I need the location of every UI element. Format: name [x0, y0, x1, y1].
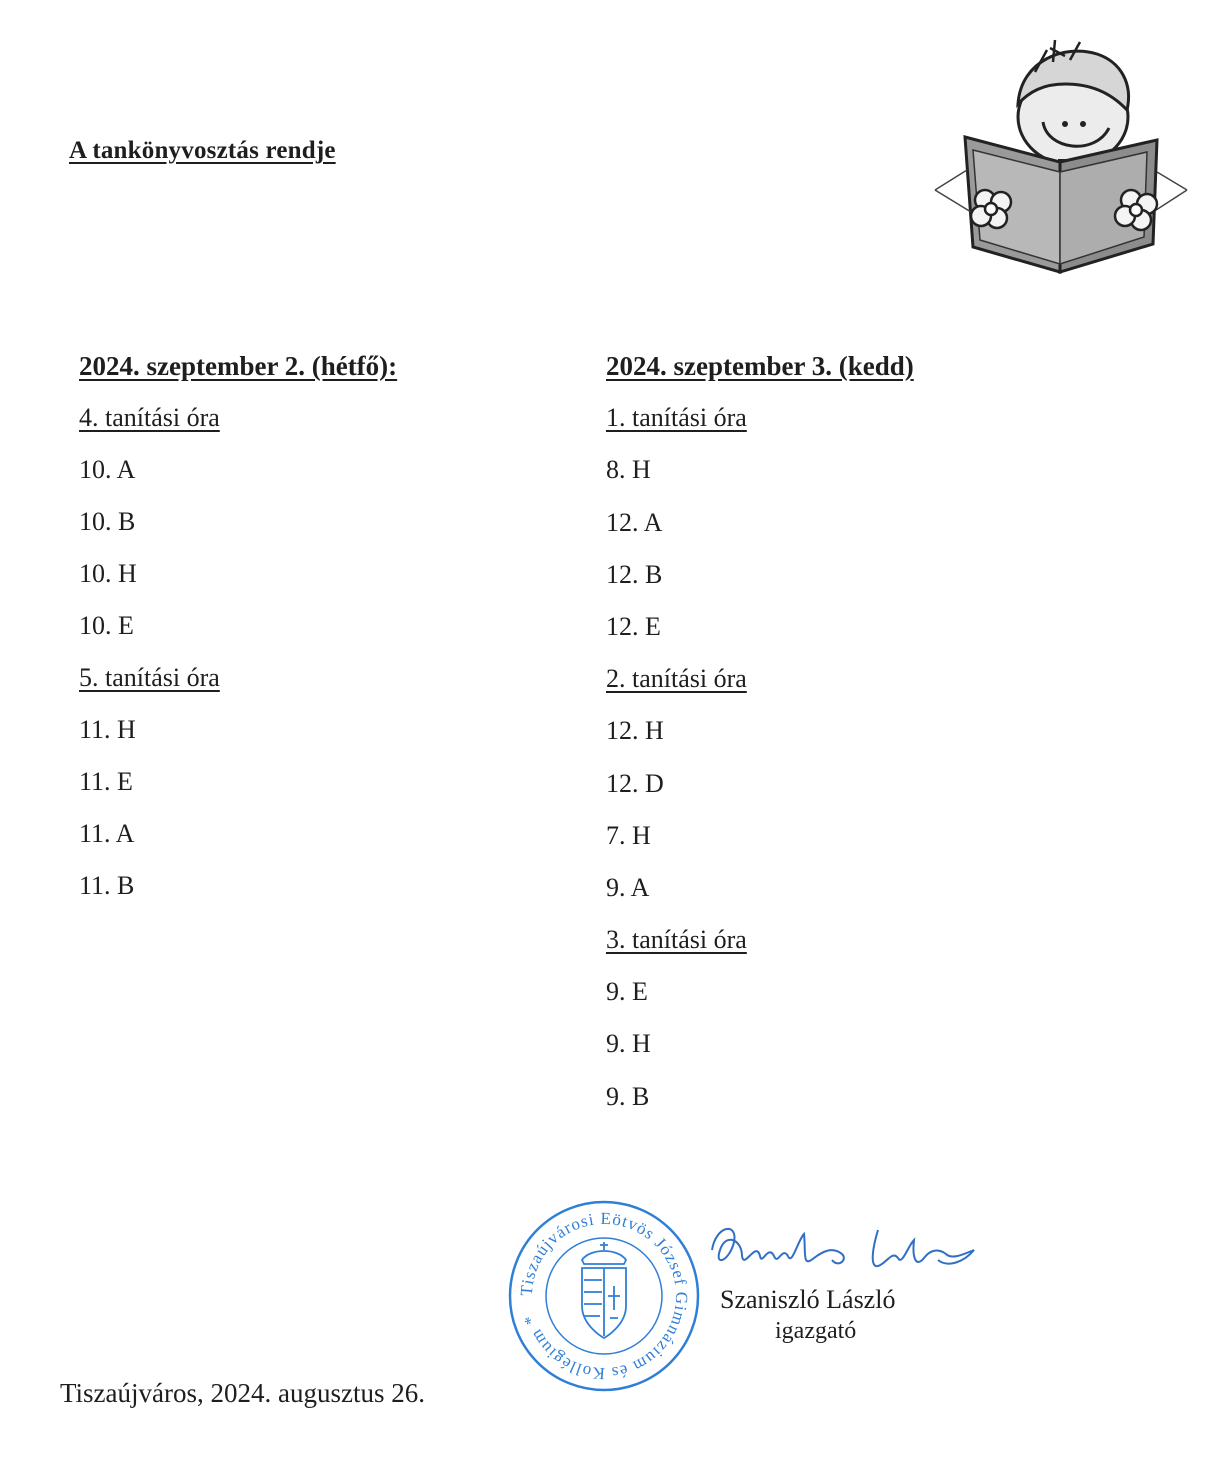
class-item: 10. A: [79, 455, 136, 484]
day-heading: 2024. szeptember 2. (hétfő):: [79, 351, 398, 381]
class-item: 12. H: [606, 716, 664, 746]
class-item: 11. E: [79, 767, 133, 796]
period-heading: 3. tanítási óra: [606, 925, 747, 955]
handwritten-signature: [702, 1210, 987, 1290]
child-reading-book-illustration: [925, 32, 1195, 282]
class-item: 12. B: [606, 559, 663, 589]
class-item: 10. H: [79, 559, 137, 588]
class-item: 9. B: [606, 1081, 650, 1111]
class-item: 12. A: [606, 507, 663, 537]
class-item: 8. H: [606, 455, 651, 485]
period-heading: 1. tanítási óra: [606, 403, 747, 433]
class-item: 11. B: [79, 871, 135, 900]
coat-of-arms-icon: [582, 1242, 626, 1338]
class-item: 10. E: [79, 611, 134, 640]
class-item: 11. A: [79, 819, 135, 848]
class-item: 10. B: [79, 507, 136, 536]
schedule-column-tuesday: [606, 344, 914, 1127]
left-hand-flower: [971, 190, 1011, 228]
class-item: 9. A: [606, 872, 650, 902]
class-item: 11. H: [79, 715, 136, 744]
class-item: 7. H: [606, 820, 651, 850]
page-title: A tankönyvosztás rendje: [69, 137, 336, 164]
place-and-date: Tiszaújváros, 2024. augusztus 26.: [60, 1378, 425, 1408]
schedule-column-monday: [79, 344, 397, 916]
period-heading: 4. tanítási óra: [79, 403, 220, 432]
stamp-text: Tiszaújvárosi Eötvös József Gimnázium és Kollégium *: [516, 1208, 692, 1384]
period-heading: 5. tanítási óra: [79, 663, 220, 692]
right-hand-flower: [1115, 190, 1157, 230]
day-heading: 2024. szeptember 3. (kedd): [606, 351, 914, 381]
class-item: 9. H: [606, 1029, 651, 1059]
class-item: 9. E: [606, 977, 648, 1007]
period-heading: 2. tanítási óra: [606, 664, 747, 694]
class-item: 12. D: [606, 768, 664, 798]
school-stamp: [506, 1198, 702, 1394]
class-item: 12. E: [606, 611, 661, 641]
signer-name: Szaniszló László: [720, 1285, 896, 1314]
signer-role: igazgató: [775, 1318, 857, 1344]
